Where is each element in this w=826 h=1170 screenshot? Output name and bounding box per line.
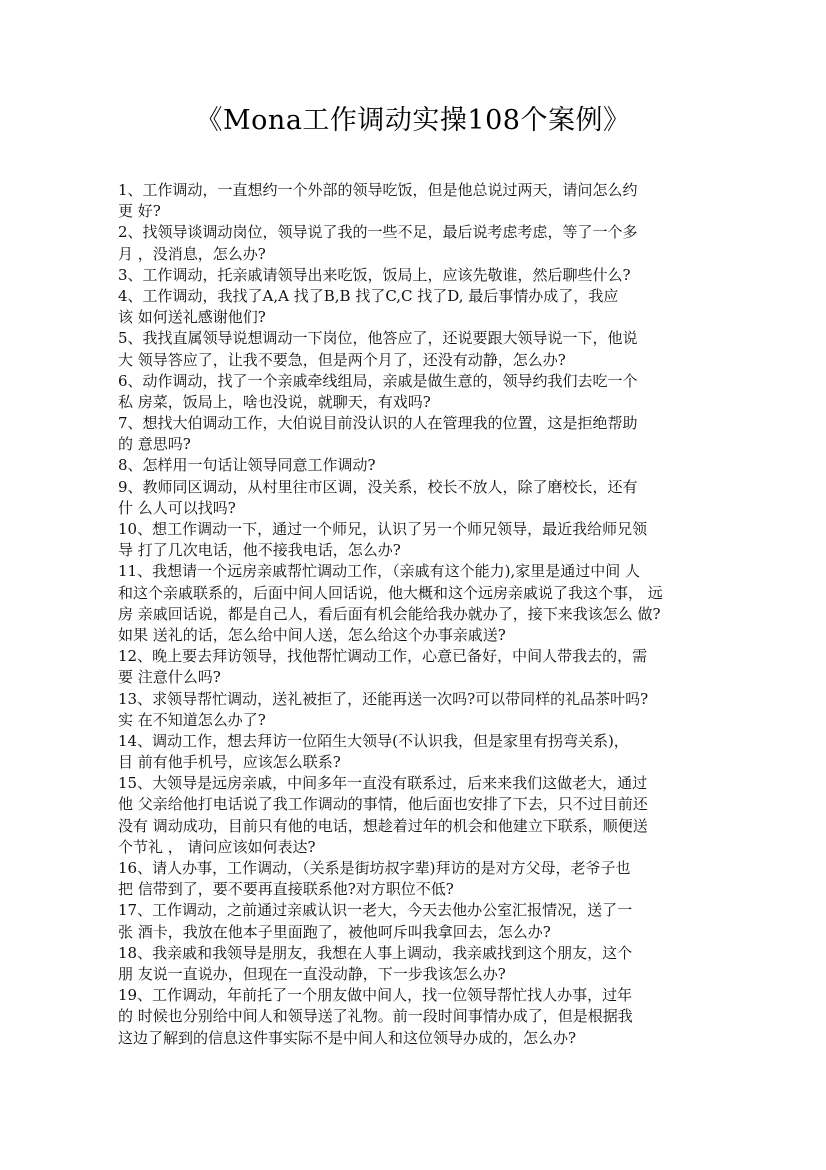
question-line: 13、求领导帮忙调动，送礼被拒了，还能再送一次吗?可以带同样的礼品茶叶吗? (118, 689, 649, 708)
question-line: 4、工作调动，我找了A,A 找了B,B 找了C,C 找了D, 最后事情办成了，我应 (118, 286, 619, 305)
question-item (118, 689, 710, 731)
question-item (118, 646, 710, 688)
question-line: 17、工作调动，之前通过亲戚认识一老大，今天去他办公室汇报情况，送了一 (118, 901, 633, 920)
question-line: 目 前有他手机号，应该怎么联系? (118, 753, 341, 772)
question-line: 大 领导答应了，让我不要急，但是两个月了，还没有动静，怎么办? (118, 350, 566, 369)
question-line: 19、工作调动，年前托了一个朋友做中间人，找一位领导帮忙找人办事，过年 (118, 986, 633, 1005)
question-item (118, 900, 710, 942)
question-line: 导 打了几次电话，他不接我电话，怎么办? (118, 541, 401, 560)
question-item (118, 858, 710, 900)
question-item (118, 519, 710, 561)
question-line: 把 信带到了，要不要再直接联系他?对方职位不低? (118, 880, 454, 899)
question-line: 该 如何送礼感谢他们? (118, 308, 266, 327)
question-line: 的 意思吗? (118, 435, 191, 454)
question-line: 什 么人可以找吗? (118, 498, 236, 517)
question-item (118, 286, 710, 328)
question-item (118, 985, 710, 1049)
question-item (118, 413, 710, 455)
question-line: 18、我亲戚和我领导是朋友，我想在人事上调动，我亲戚找到这个朋友，这个 (118, 943, 633, 962)
question-line: 他 父亲给他打电话说了我工作调动的事情，他后面也安排了下去，只不过目前还 (118, 795, 648, 814)
question-line: 14、调动工作，想去拜访一位陌生大领导(不认识我，但是家里有拐弯关系)， (118, 731, 629, 750)
question-line: 月 ，没消息，怎么办? (118, 244, 266, 263)
question-line: 2、找领导谈调动岗位，领导说了我的一些不足，最后说考虑考虑，等了一个多 (118, 223, 638, 242)
question-line: 这边了解到的信息这件事实际不是中间人和这位领导办成的，怎么办? (118, 1028, 577, 1047)
question-line: 7、想找大伯调动工作，大伯说目前没认识的人在管理我的位置，这是拒绝帮助 (118, 414, 638, 433)
question-item (118, 731, 710, 773)
page-title: 《Mona工作调动实操108个案例》 (195, 105, 631, 136)
question-item (118, 455, 710, 476)
question-line: 16、请人办事，工作调动，（关系是街坊叔字辈)拜访的是对方父母，老爷子也 (118, 859, 631, 877)
question-item (118, 222, 710, 264)
question-line: 9、教师同区调动，从村里往市区调，没关系，校长不放人，除了磨校长，还有 (118, 477, 638, 496)
question-line: 5、我找直属领导说想调动一下岗位，他答应了，还说要跟大领导说一下，他说 (118, 329, 638, 348)
question-item (118, 477, 710, 519)
question-line: 朋 友说一直说办，但现在一直没动静，下一步我该怎么办? (118, 964, 506, 983)
question-item (118, 371, 710, 413)
question-line: 6、动作调动，找了一个亲戚牵线组局，亲戚是做生意的，领导约我们去吃一个 (118, 371, 638, 390)
question-line: 要 注意什么吗? (118, 668, 221, 687)
question-item (118, 328, 710, 370)
question-item (118, 561, 710, 646)
question-line: 8、怎样用一句话让领导同意工作调动? (118, 456, 376, 475)
question-line: 张 酒卡，我放在他本子里面跑了，被他呵斥叫我拿回去，怎么办? (118, 922, 551, 941)
question-line: 1、工作调动，一直想约一个外部的领导吃饭，但是他总说过两天，请问怎么约 (118, 181, 638, 199)
question-line: 如果 送礼的话，怎么给中间人送，怎么给这个办事亲戚送? (118, 625, 506, 644)
question-list (118, 180, 710, 1049)
question-line: 和这个亲戚联系的，后面中间人回话说，他大概和这个远房亲戚说了我这个事， 远 (118, 583, 663, 602)
question-line: 房 亲戚回话说，都是自己人，看后面有机会能给我办就办了，接下来我该怎么 做? (118, 604, 661, 623)
question-line: 个节礼 ， 请问应该如何表达? (118, 837, 316, 856)
question-line: 更 好? (118, 202, 161, 221)
question-item (118, 773, 710, 858)
question-item (118, 943, 710, 985)
question-line: 15、大领导是远房亲戚，中间多年一直没有联系过，后来来我们这做老大，通过 (118, 774, 648, 793)
question-item (118, 265, 710, 286)
question-line: 11、我想请一个远房亲戚帮忙调动工作，（亲戚有这个能力),家里是通过中间 人 (118, 562, 640, 581)
question-item (118, 180, 710, 222)
question-line: 私 房菜，饭局上，啥也没说，就聊天，有戏吗? (118, 392, 431, 411)
question-line: 的 时候也分别给中间人和领导送了礼物。前一段时间事情办成了，但是根据我 (118, 1007, 633, 1026)
question-line: 3、工作调动，托亲戚请领导出来吃饭，饭局上，应该先敬谁，然后聊些什么? (118, 265, 631, 284)
question-line: 12、晚上要去拜访领导，找他帮忙调动工作，心意已备好，中间人带我去的，需 (118, 647, 648, 666)
question-line: 没有 调动成功，目前只有他的电话，想趁着过年的机会和他建立下联系，顺便送 (118, 816, 648, 835)
question-line: 10、想工作调动一下，通过一个师兄，认识了另一个师兄领导，最近我给师兄领 (118, 520, 648, 538)
question-line: 实 在不知道怎么办了? (118, 710, 266, 729)
